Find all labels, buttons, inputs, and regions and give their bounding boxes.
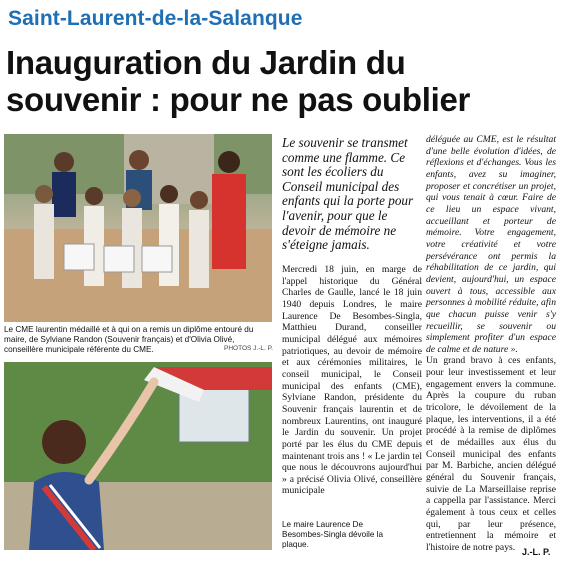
article-column-3 [426,134,556,554]
photo-credit: PHOTOS J.-L. P. [224,345,273,352]
plaque-photo [4,362,272,550]
headline [6,44,558,118]
headline-line-2: souvenir : pour ne pas oublier [6,81,471,118]
headline-line-1: Inauguration du Jardin du [6,44,406,81]
group-photo-illustration [4,134,272,322]
mayor-quote: déléguée au CME, est le résultat d'une belle évolution d'idées, de réflexions et d'échanges. Vous les enfants, avez su imaginer, proposer et concrétiser un projet, qui vous tenait à cœur. Faire de ce lieu un espace vivant, accueillant et porteur de mémoire. Votre engagement, votre créativité et votre persévérance ont permis la réhabilitation de ce jardin, qui devient, aujourd'hui, un espace ouvert à tous, accessible aux personnes à mobilité réduite, afin que chacun puisse venir s'y recueillir, se souvenir ou simplement profiter d'un espace de calme et de nature ». [426,134,556,355]
article-conclusion: Un grand bravo à ces enfants, pour leur investissement et leur engagement envers la commune. Après la coupure du ruban tricolore, le dévoilement de la plaque, les interventions, il a été procédé à la remise de diplômes et de médailles aux élus du Conseil municipal des enfants par M. Barbiche, ancien délégué général du Souvenir français, suivie de La Marseillaise reprise a cappella par l'assistance. Merci également à tous ceux et celles qui, par leur présence, entretiennent la mémoire et l'histoire de notre pays. [426,355,556,553]
article-lede: Le souvenir se transmet comme une flamme. Ce sont les écoliers du Conseil municipal des enfants qui la porte pour l'avenir, pour que le devoir de mémoire ne s'éteigne jamais. [282,135,414,253]
town-name: Saint-Laurent-de-la-Salanque [8,7,303,30]
author-signature: J.-L. P. [522,547,551,557]
group-photo [4,134,272,322]
article-column-2: Mercredi 18 juin, en marge de l'appel historique du Général Charles de Gaulle, lancé le 18 juin 1940 depuis Londres, le maire Laurence De Besombes-Singla, Matthieu Durand, conseiller municipal délégué aux mémoires patriotiques, au devoir de mémoire et aux cérémonies militaires, le conseil municipal, le Conseil municipal des enfants (CME), Sylviane Randon, présidente du Souvenir français laurentin et de nombreux Laurentins, ont inauguré le Jardin du souvenir. Un projet porté par les élus du CME depuis maintenant trois ans ! « Le jardin tel que nous le découvrons aujourd'hui » a précisé Olivia Olivé, conseillère municipale [282,264,422,497]
group-photo-caption: Le CME laurentin médaillé et à qui on a remis un diplôme entouré du maire, de Sylviane Randon (Souvenir français) et d'Olivia Olivé, conseillère municipale référente du CME. [4,325,254,354]
plaque-photo-caption: Le maire Laurence De Besombes-Singla dévoile la plaque. [282,520,384,549]
plaque-photo-illustration [4,362,272,550]
